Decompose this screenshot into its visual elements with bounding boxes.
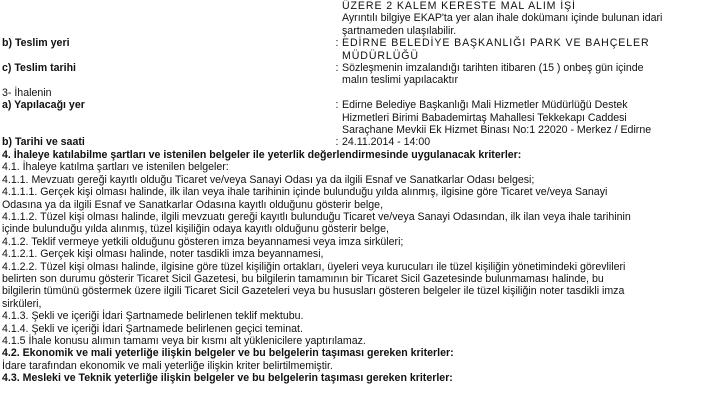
paragraph-4-1-2-2-cont3: sirküleri,: [2, 297, 42, 310]
ihale-tarih-value: 24.11.2014 - 14:00: [342, 136, 431, 149]
ihale-yer-label: a) Yapılacağı yer: [2, 99, 85, 112]
teslim-tarihi-label: c) Teslim tarihi: [2, 62, 76, 75]
ekap-info-line-cont: şartnameden ulaşılabilir.: [342, 24, 457, 37]
teslim-tarihi-row: [2, 62, 718, 74]
paragraph-4-1-2-1: 4.1.2.1. Gerçek kişi olması halinde, noter tasdikli imza beyannamesi,: [2, 248, 324, 261]
ihale-tarih-row: [2, 136, 718, 148]
paragraph-4-1-1-2: 4.1.1.2. Tüzel kişi olması halinde, ilgili mevzuatı gereği kayıtlı bulunduğu Ticaret ve/veya Sanayi Odasından, ilk ilan veya ihale tarihinin: [2, 210, 631, 223]
paragraph-4-1: 4.1. İhaleye katılma şartları ve istenilen belgeler:: [2, 161, 229, 174]
ekap-info-line: Ayrıntılı bilgiye EKAP'ta yer alan ihale dokümanı içinde bulunan idari: [342, 12, 663, 25]
colon: :: [335, 62, 339, 75]
paragraph-4-1-2-2-cont2: bilgilerin tümünü göstermek üzere ilgili Ticaret Sicil Gazeteleri veya bu hususları gösteren belgeler ile tüzel kişiliğin noter tasdikli imza: [2, 285, 625, 298]
section4-heading: 4. İhaleye katılabilme şartları ve istenilen belgeler ile yeterlik değerlendirmesinde uygulanacak kriterler:: [2, 148, 522, 161]
colon: :: [335, 99, 339, 112]
paragraph-4-1-1-1: 4.1.1.1. Gerçek kişi olması halinde, ilk ilan veya ihale tarihinin içinde bulunduğu yılda alınmış, ilgisine göre Ticaret ve/veya Sanayi: [2, 186, 608, 199]
paragraph-4-1-1-1-cont: Odasına ya da ilgili Esnaf ve Sanatkarlar Odasına kayıtlı olduğunu gösterir belge,: [2, 198, 384, 211]
ihale-yer-row: [2, 99, 718, 111]
heading-4-3: 4.3. Mesleki ve Teknik yeterliğe ilişkin belgeler ve bu belgelerin taşıması gereken kriterler:: [2, 372, 453, 385]
ihale-yer-value-cont: Hizmetleri Birimi Babademirtaş Mahallesi Tekkekapı Caddesi: [342, 111, 627, 124]
teslim-yeri-row: [2, 37, 718, 49]
item-description-line: ÜZERE 2 KALEM KERESTE MAL ALIM İŞİ: [342, 0, 576, 12]
paragraph-4-1-3: 4.1.3. Şekli ve içeriği İdari Şartnamede belirlenen teklif mektubu.: [2, 310, 304, 323]
ihale-tarih-label: b) Tarihi ve saati: [2, 136, 85, 149]
teslim-yeri-value-cont: MÜDÜRLÜĞÜ: [342, 49, 419, 62]
paragraph-4-1-1-2-cont: içinde bulunduğu yılda alınmış, tüzel kişiliğin odaya kayıtlı olduğunu gösterir belge,: [2, 223, 389, 236]
paragraph-4-1-2-2: 4.1.2.2. Tüzel kişi olması halinde, ilgisine göre tüzel kişiliğin ortakları, üyeleri veya kurucuları ile tüzel kişiliğin yönetimindeki görevlileri: [2, 260, 626, 273]
ihale-yer-value-cont2: Saraçhane Mevkii Ek Hizmet Binası No:1 22020 - Merkez / Edirne: [342, 124, 652, 137]
heading-4-2: 4.2. Ekonomik ve mali yeterliğe ilişkin belgeler ve bu belgelerin taşıması gereken kriterler:: [2, 347, 454, 360]
paragraph-4-1-1: 4.1.1. Mevzuatı gereği kayıtlı olduğu Ticaret ve/veya Sanayi Odası ya da ilgili Esnaf ve Sanatkarlar Odası belgesi;: [2, 173, 535, 186]
teslim-tarihi-value: Sözleşmenin imzalandığı tarihten itibaren (15 ) onbeş gün içinde: [342, 62, 644, 75]
colon: :: [335, 37, 339, 50]
colon: :: [335, 136, 339, 149]
teslim-tarihi-value-cont: malın teslimi yapılacaktır: [342, 74, 458, 87]
paragraph-4-1-2-2-cont: belirten son durumu gösterir Ticaret Sicil Gazetesi, bu bilgilerin tamamının bir Ticaret Sicil Gazetesinde bulunmaması halinde, bu: [2, 272, 604, 285]
paragraph-4-1-2: 4.1.2. Teklif vermeye yetkili olduğunu gösteren imza beyannamesi veya imza sirküleri;: [2, 235, 404, 248]
teslim-yeri-value: EDİRNE BELEDİYE BAŞKANLIĞI PARK VE BAHÇELER: [342, 37, 650, 50]
paragraph-4-2: İdare tarafından ekonomik ve mali yeterliğe ilişkin kriter belirtilmemiştir.: [2, 359, 333, 372]
paragraph-4-1-5: 4.1.5 İhale konusu alımın tamamı veya bir kısmı alt yüklenicilere yaptırılamaz.: [2, 334, 366, 347]
ihale-heading: 3- İhalenin: [2, 86, 52, 99]
teslim-yeri-label: b) Teslim yeri: [2, 37, 70, 50]
ihale-yer-value: Edirne Belediye Başkanlığı Mali Hizmetler Müdürlüğü Destek: [342, 99, 628, 112]
paragraph-4-1-4: 4.1.4. Şekli ve içeriği İdari Şartnamede belirlenen geçici teminat.: [2, 322, 303, 335]
